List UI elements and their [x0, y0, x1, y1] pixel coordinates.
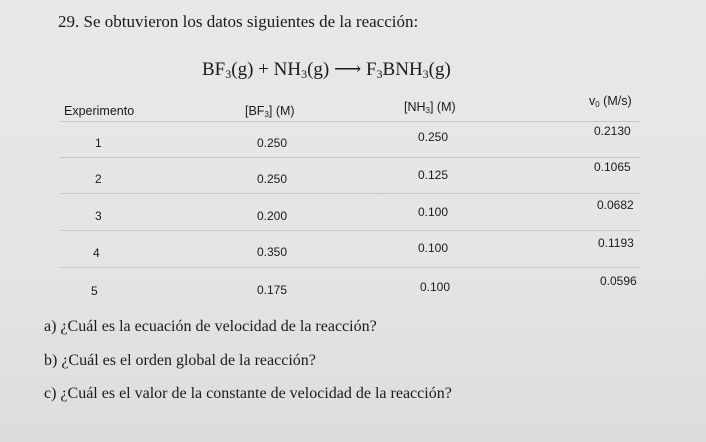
header-nh3: $[NH_3]$ (M) [404, 100, 456, 115]
problem-statement [58, 12, 418, 32]
problem-number: 29. [58, 12, 80, 31]
product-state: (g) [428, 59, 451, 80]
question-a: a) ¿Cuál es la ecuación de velocidad de la reacción? [44, 318, 377, 335]
cell-exp: 4 [93, 246, 100, 260]
cell-v0: 0.2130 [594, 124, 631, 138]
product-f: F [365, 59, 377, 80]
subscript: 3 [376, 67, 383, 81]
cell-bf3: 0.200 [257, 209, 288, 223]
question-c: c) ¿Cuál es el valor de la constante de velocidad de la reacción? [44, 385, 452, 402]
cell-bf3: 0.250 [257, 172, 288, 186]
cell-v0: 0.0596 [600, 274, 637, 288]
subscript: 3 [422, 67, 429, 81]
cell-bf3: 0.350 [257, 245, 288, 259]
reactant-bf3: BF [202, 59, 226, 80]
table-rule [60, 230, 640, 231]
cell-v0: 0.0682 [597, 198, 634, 212]
product-bnh: BNH [382, 59, 423, 80]
question-b: b) ¿Cuál es el orden global de la reacción? [44, 352, 316, 369]
cell-exp: 3 [95, 209, 102, 223]
table-rule [60, 193, 640, 194]
reaction-arrow: ⟶ [333, 59, 362, 80]
cell-nh3: 0.100 [420, 280, 451, 294]
cell-exp: 1 [95, 136, 102, 150]
table-rule [60, 267, 640, 268]
cell-v0: 0.1065 [594, 160, 631, 174]
reactant-state: (g) + NH [231, 59, 302, 80]
cell-nh3: 0.125 [418, 168, 449, 182]
header-bf3: $[BF_3]$ (M) [245, 104, 295, 119]
header-experimento: Experimento [64, 104, 135, 118]
cell-nh3: 0.100 [418, 205, 449, 219]
cell-nh3: 0.100 [418, 241, 449, 255]
cell-bf3: 0.175 [257, 283, 288, 297]
cell-bf3: 0.250 [257, 136, 288, 150]
header-v0: $v_0$ (M/s) [589, 94, 632, 109]
reaction-equation [202, 58, 451, 81]
cell-nh3: 0.250 [418, 130, 449, 144]
subscript: 3 [301, 67, 308, 81]
cell-v0: 0.1193 [598, 236, 634, 250]
cell-exp: 2 [95, 172, 102, 186]
table-rule [60, 121, 640, 122]
reactant-state: (g) [307, 59, 330, 80]
table-rule [60, 157, 640, 158]
cell-exp: 5 [91, 284, 98, 298]
subscript: 3 [225, 67, 232, 81]
problem-text: Se obtuvieron los datos siguientes de la reacción: [83, 12, 419, 31]
